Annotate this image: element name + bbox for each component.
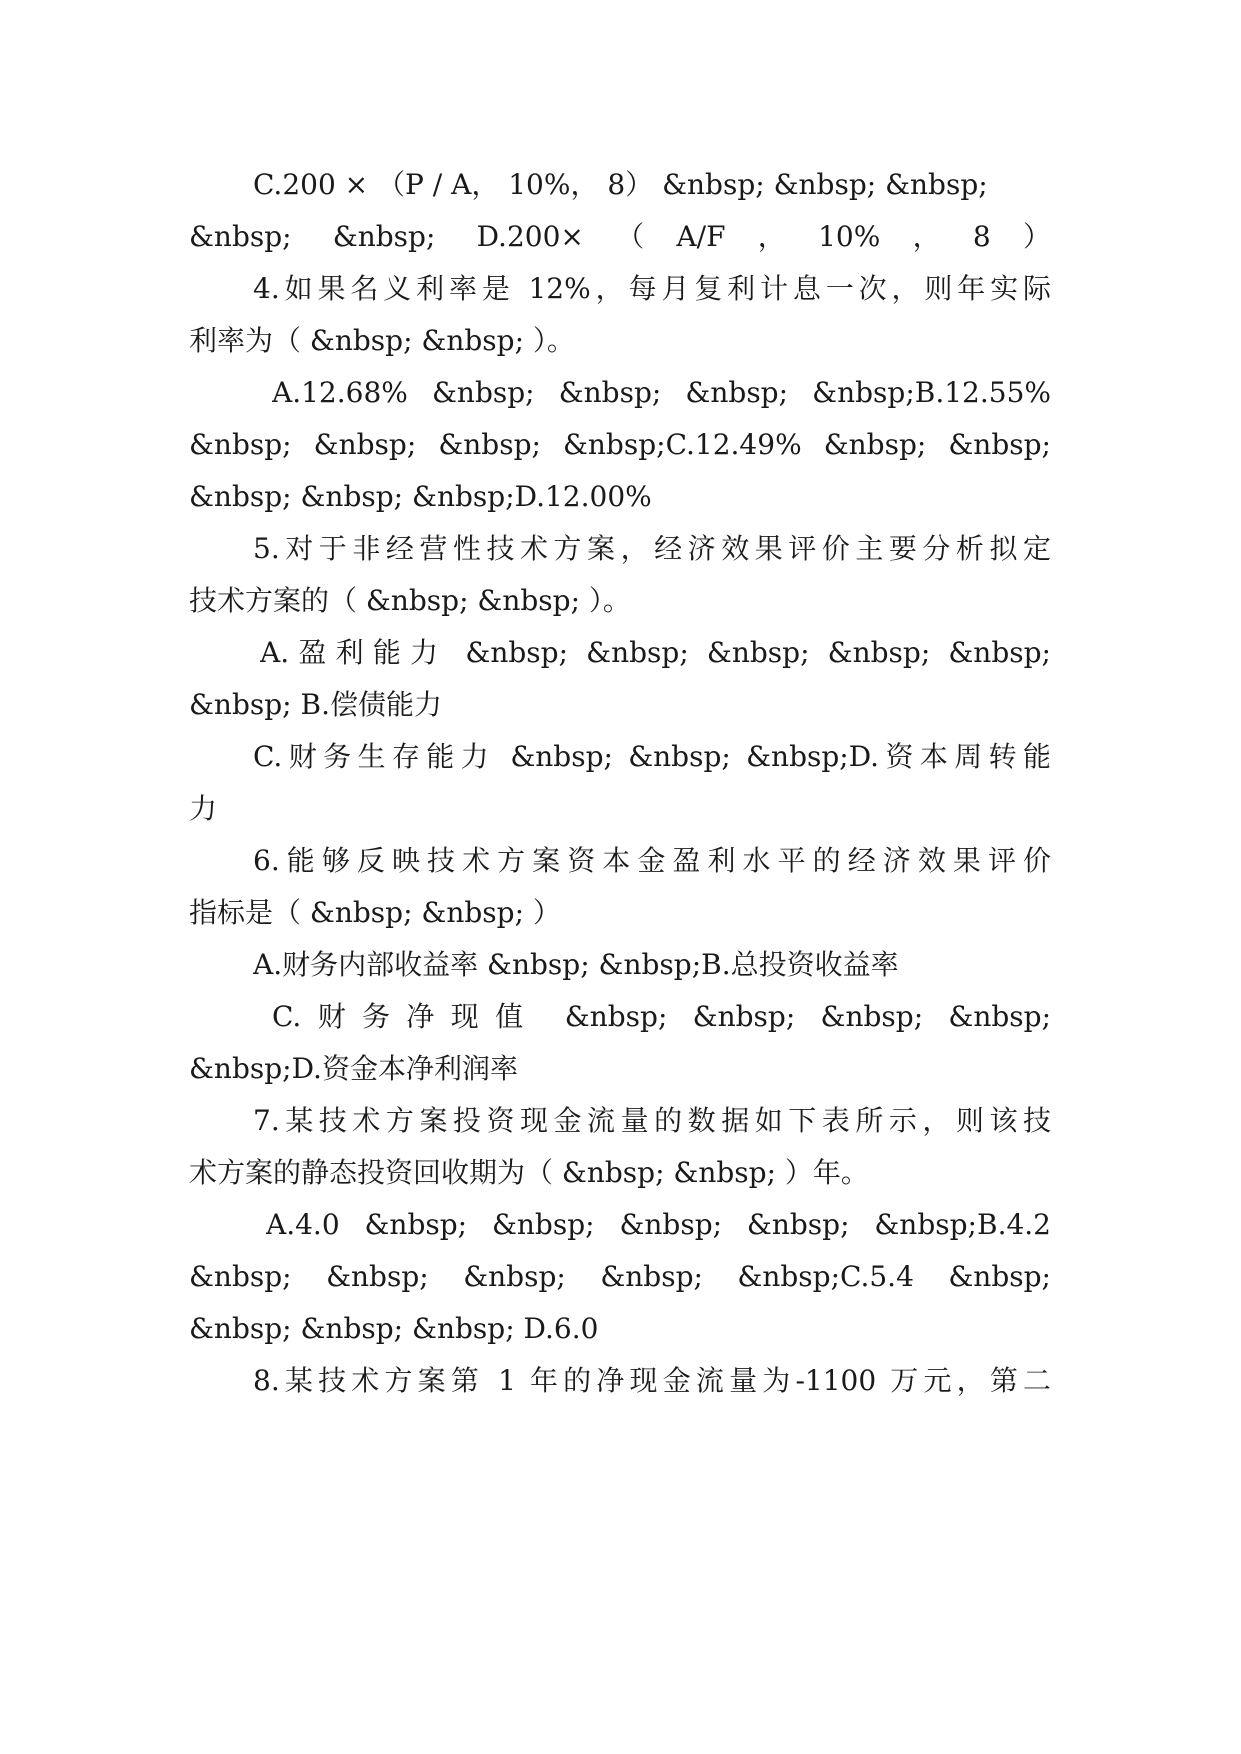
text-line: A.12.68% &nbsp; &nbsp; &nbsp; &nbsp;B.12.55% xyxy=(272,376,1051,409)
text-line: &nbsp; &nbsp; &nbsp;D.12.00% xyxy=(189,480,652,513)
question-8-line: 8.某技术方案第 1 年的净现金流量为-1100 万元，第二 xyxy=(253,1364,1051,1397)
text-line: C.财务净现值 &nbsp; &nbsp; &nbsp; &nbsp; xyxy=(272,1000,1051,1033)
text-line: 指标是（ &nbsp; &nbsp; ） xyxy=(189,896,561,929)
text-line: A.4.0 &nbsp; &nbsp; &nbsp; &nbsp; &nbsp;B.4.2 xyxy=(266,1208,1051,1241)
question-6-line: 6.能够反映技术方案资本金盈利水平的经济效果评价 xyxy=(253,844,1051,877)
text-line: C.财务生存能力 &nbsp; &nbsp; &nbsp;D.资本周转能 xyxy=(253,740,1051,773)
text-line: 利率为（ &nbsp; &nbsp; ）。 xyxy=(189,324,575,357)
text-line: &nbsp; &nbsp; &nbsp; &nbsp; &nbsp;C.5.4 &nbsp; xyxy=(189,1260,1051,1293)
text-line: A.盈利能力 &nbsp; &nbsp; &nbsp; &nbsp; &nbsp; xyxy=(260,636,1051,669)
text-line: &nbsp; B.偿债能力 xyxy=(189,688,442,721)
question-5-line: 5.对于非经营性技术方案，经济效果评价主要分析拟定 xyxy=(253,532,1051,565)
text-line: &nbsp; &nbsp; &nbsp; &nbsp;C.12.49% &nbsp; &nbsp; xyxy=(189,428,1051,461)
text-line: 术方案的静态投资回收期为（ &nbsp; &nbsp; ）年。 xyxy=(189,1156,869,1189)
question-7-line: 7.某技术方案投资现金流量的数据如下表所示，则该技 xyxy=(253,1104,1051,1137)
text-line: 技术方案的（ &nbsp; &nbsp; ）。 xyxy=(189,584,631,617)
question-4-line: 4.如果名义利率是 12%，每月复利计息一次，则年实际 xyxy=(253,272,1051,305)
text-line: C.200 × （P / A， 10%， 8） &nbsp; &nbsp; &nbsp; xyxy=(253,168,988,201)
text-line: &nbsp; &nbsp; D.200×（A/F，10%，8） xyxy=(189,220,1051,253)
text-line: &nbsp; &nbsp; &nbsp; D.6.0 xyxy=(189,1312,599,1345)
text-line: A.财务内部收益率 &nbsp; &nbsp;B.总投资收益率 xyxy=(253,948,899,981)
text-line: &nbsp;D.资金本净利润率 xyxy=(189,1052,518,1085)
text-line: 力 xyxy=(189,792,218,825)
